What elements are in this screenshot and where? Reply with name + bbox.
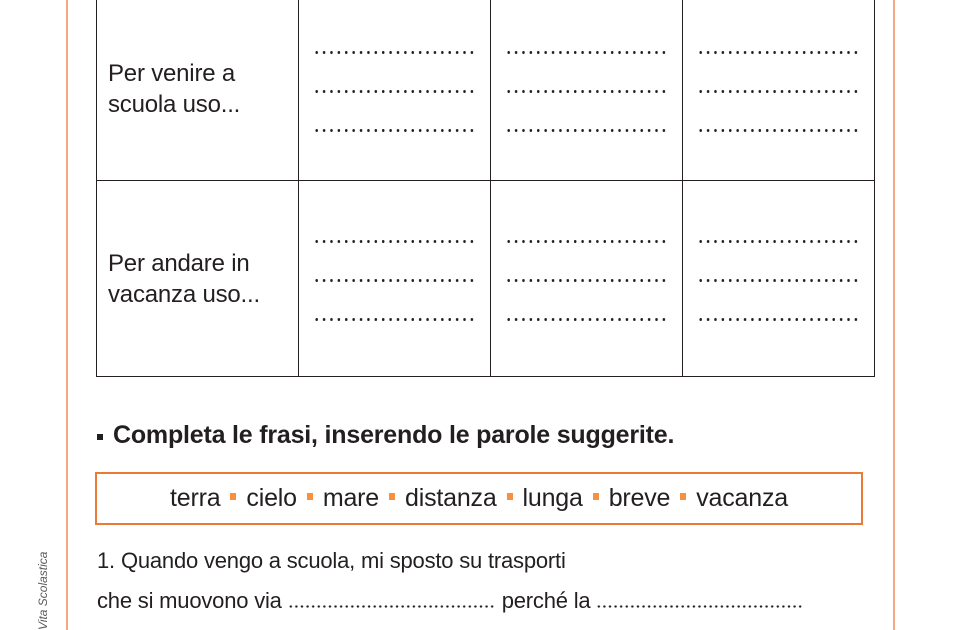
orange-square-separator-icon — [680, 493, 686, 500]
suggested-word: breve — [608, 484, 671, 512]
dotted-answer-line[interactable] — [313, 90, 477, 93]
suggested-word: lunga — [522, 484, 583, 512]
bullet-square-icon — [97, 434, 103, 440]
suggested-word: cielo — [246, 484, 297, 512]
exercise-instruction — [97, 421, 674, 450]
instruction-text: Completa le frasi, inserendo le parole suggerite. — [113, 421, 675, 449]
row-label-line: scuola uso... — [108, 91, 241, 118]
dotted-answer-line[interactable] — [313, 279, 477, 282]
transport-table — [96, 0, 875, 377]
answer-cell[interactable] — [299, 0, 491, 181]
suggested-words-box — [95, 472, 863, 525]
row-label-line: Per andare in — [108, 249, 250, 277]
suggested-word: terra — [170, 484, 221, 512]
dotted-answer-line[interactable] — [313, 240, 477, 243]
dotted-answer-line[interactable] — [505, 318, 669, 321]
publisher-label: Vita Scolastica — [36, 551, 50, 630]
orange-square-separator-icon — [389, 493, 395, 500]
dotted-answer-line[interactable] — [505, 279, 669, 282]
suggested-word: mare — [322, 484, 380, 512]
orange-square-separator-icon — [507, 493, 513, 500]
sentence-text: Quando vengo a scuola, mi sposto su trasporti — [120, 548, 566, 573]
dotted-answer-line[interactable] — [313, 318, 477, 321]
dotted-answer-line[interactable] — [697, 51, 861, 54]
dotted-answer-line[interactable] — [313, 129, 477, 132]
right-margin-line — [893, 0, 895, 630]
dotted-answer-line[interactable] — [697, 240, 861, 243]
suggested-word: distanza — [405, 484, 497, 512]
dotted-answer-line[interactable] — [505, 240, 669, 243]
row-label-line: vacanza uso... — [108, 280, 260, 308]
dotted-answer-line[interactable] — [505, 90, 669, 93]
sentence-text: perché la — [501, 588, 591, 613]
suggested-word: vacanza — [696, 484, 788, 512]
fill-in-blank[interactable] — [288, 605, 496, 608]
fill-in-blank[interactable] — [596, 605, 802, 608]
orange-square-separator-icon — [593, 493, 599, 500]
answer-cell[interactable] — [491, 181, 683, 377]
sentence-text: che si muovono via — [97, 588, 282, 613]
orange-square-separator-icon — [230, 493, 236, 500]
orange-square-separator-icon — [307, 493, 313, 500]
table-row-vacation — [97, 181, 875, 377]
sentence-1-line-2 — [97, 588, 808, 614]
left-margin-line — [66, 0, 68, 630]
answer-cell[interactable] — [299, 181, 491, 377]
sentence-number: 1. — [97, 548, 115, 573]
dotted-answer-line[interactable] — [697, 279, 861, 282]
dotted-answer-line[interactable] — [697, 318, 861, 321]
row-label-line: Per venire a — [108, 60, 235, 87]
answer-cell[interactable] — [491, 0, 683, 181]
table-row-school — [97, 0, 875, 181]
answer-cell[interactable] — [683, 0, 875, 181]
row-label-vacation — [97, 181, 299, 377]
answer-cell[interactable] — [683, 181, 875, 377]
dotted-answer-line[interactable] — [313, 51, 477, 54]
dotted-answer-line[interactable] — [697, 90, 861, 93]
sentence-1-line-1 — [97, 548, 566, 574]
dotted-answer-line[interactable] — [697, 129, 861, 132]
dotted-answer-line[interactable] — [505, 51, 669, 54]
dotted-answer-line[interactable] — [505, 129, 669, 132]
row-label-school — [97, 0, 299, 181]
